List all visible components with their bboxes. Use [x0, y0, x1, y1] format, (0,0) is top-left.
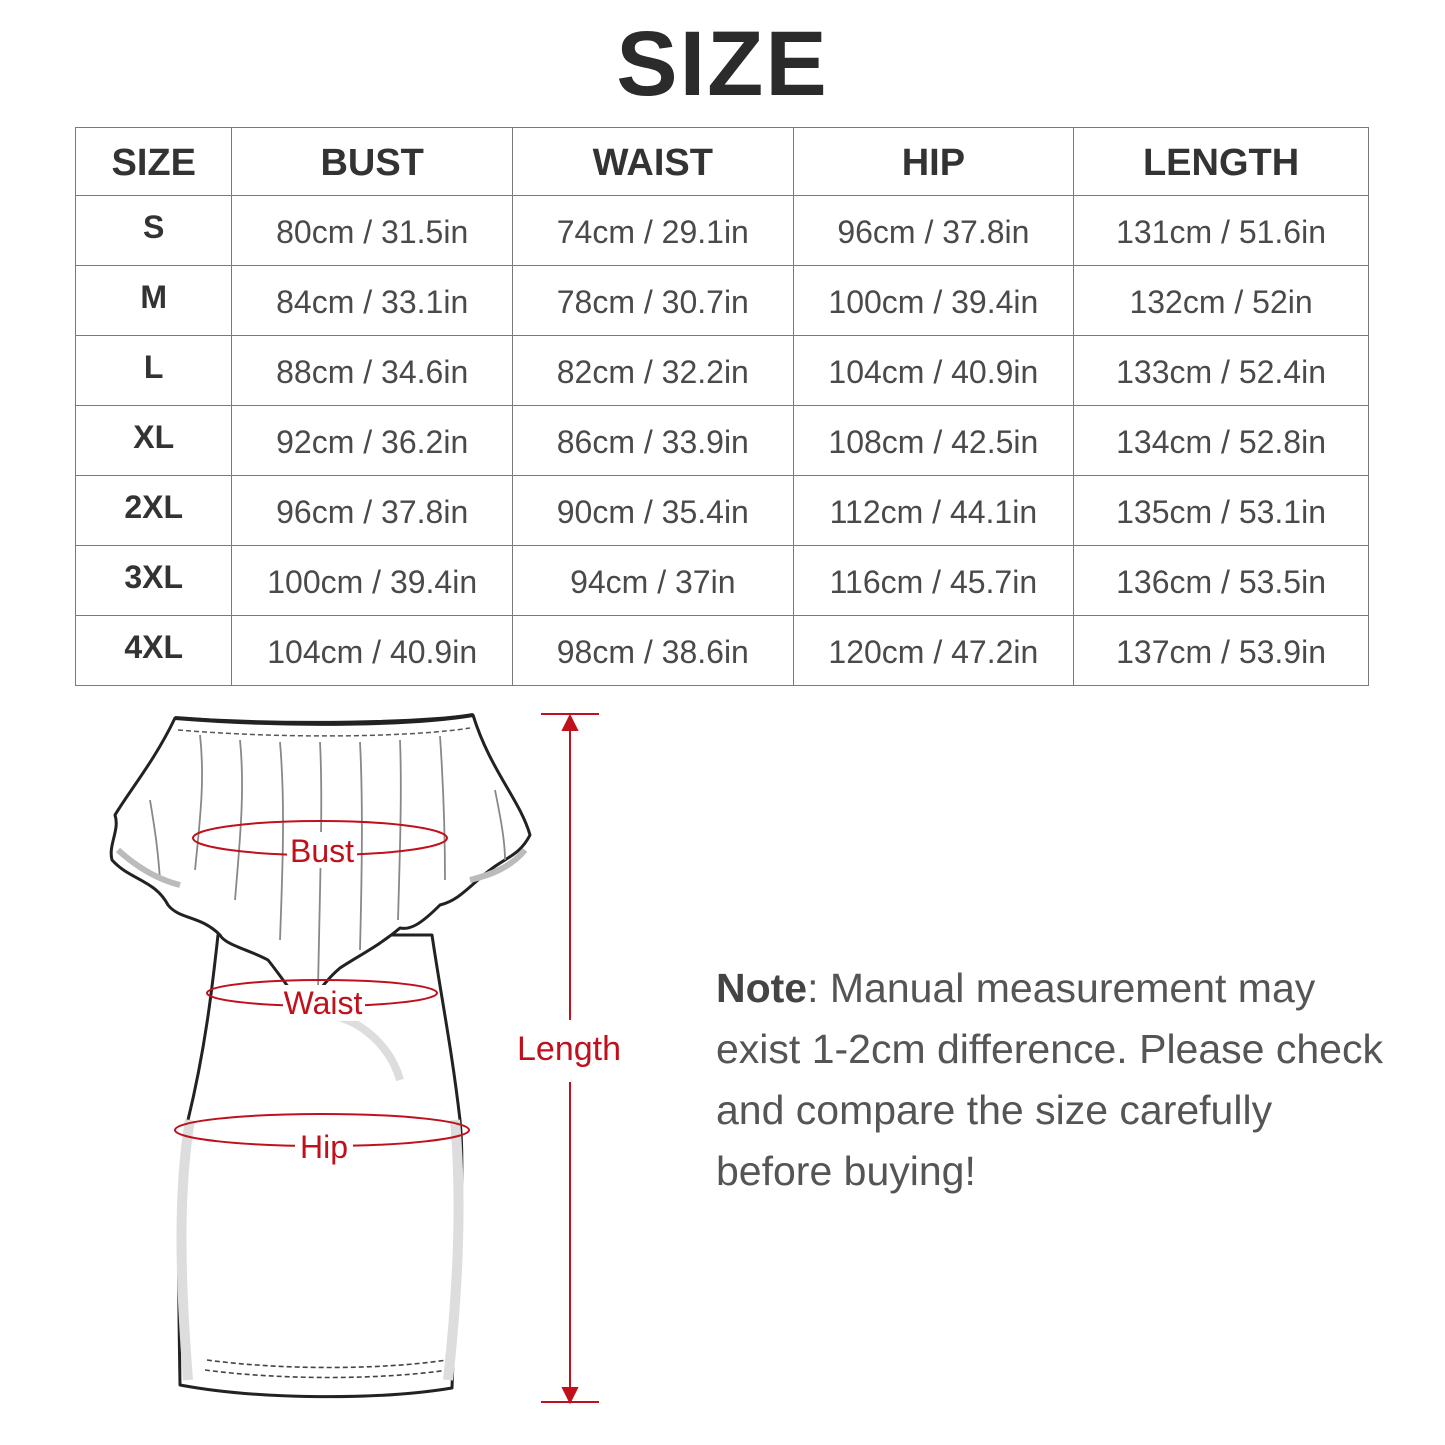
header-bust: BUST	[232, 128, 513, 196]
measurement-cell: 86cm / 33.9in	[512, 406, 793, 476]
measurement-cell: 112cm / 44.1in	[793, 476, 1073, 546]
measurement-cell: 82cm / 32.2in	[512, 336, 793, 406]
measurement-cell: 100cm / 39.4in	[793, 266, 1073, 336]
measurement-cell: 94cm / 37in	[512, 546, 793, 616]
dress-measurement-diagram	[0, 650, 700, 1445]
measurement-cell: 80cm / 31.5in	[232, 196, 513, 266]
size-cell: XL	[76, 406, 232, 476]
size-cell: S	[76, 196, 232, 266]
size-cell: 3XL	[76, 546, 232, 616]
table-row	[76, 196, 1369, 266]
hip-label: Hip	[299, 1129, 349, 1165]
page-title: SIZE	[616, 13, 829, 115]
table-row	[76, 546, 1369, 616]
table-row	[76, 266, 1369, 336]
measurement-cell: 134cm / 52.8in	[1074, 406, 1369, 476]
measurement-cell: 100cm / 39.4in	[232, 546, 513, 616]
bust-label: Bust	[289, 833, 355, 869]
header-length: LENGTH	[1074, 128, 1369, 196]
measurement-cell: 120cm / 47.2in	[793, 616, 1073, 686]
size-chart-table	[75, 127, 1369, 686]
measurement-cell: 96cm / 37.8in	[232, 476, 513, 546]
note-text: : Manual measurement may exist 1-2cm difference. Please check and compare the size carefully before buying!	[716, 965, 1383, 1194]
measurement-cell: 92cm / 36.2in	[232, 406, 513, 476]
table-row	[76, 336, 1369, 406]
size-cell: M	[76, 266, 232, 336]
measurement-cell: 133cm / 52.4in	[1074, 336, 1369, 406]
header-size: SIZE	[76, 128, 232, 196]
measurement-cell: 84cm / 33.1in	[232, 266, 513, 336]
table-header-row	[76, 128, 1369, 196]
measurement-cell: 88cm / 34.6in	[232, 336, 513, 406]
measurement-cell: 90cm / 35.4in	[512, 476, 793, 546]
size-cell: 4XL	[76, 616, 232, 686]
table-row	[76, 406, 1369, 476]
measurement-cell: 135cm / 53.1in	[1074, 476, 1369, 546]
measurement-cell: 104cm / 40.9in	[793, 336, 1073, 406]
measurement-cell: 131cm / 51.6in	[1074, 196, 1369, 266]
size-cell: L	[76, 336, 232, 406]
waist-label: Waist	[283, 985, 363, 1021]
header-hip: HIP	[793, 128, 1073, 196]
header-waist: WAIST	[512, 128, 793, 196]
measurement-cell: 74cm / 29.1in	[512, 196, 793, 266]
measurement-cell: 132cm / 52in	[1074, 266, 1369, 336]
measurement-cell: 98cm / 38.6in	[512, 616, 793, 686]
measurement-cell: 137cm / 53.9in	[1074, 616, 1369, 686]
length-label: Length	[517, 1030, 621, 1068]
measurement-cell: 108cm / 42.5in	[793, 406, 1073, 476]
size-cell: 2XL	[76, 476, 232, 546]
measurement-cell: 116cm / 45.7in	[793, 546, 1073, 616]
table-row	[76, 476, 1369, 546]
measurement-cell: 96cm / 37.8in	[793, 196, 1073, 266]
note-label: Note	[716, 965, 808, 1011]
measurement-cell: 104cm / 40.9in	[232, 616, 513, 686]
measurement-note	[716, 958, 1396, 1202]
measurement-cell: 78cm / 30.7in	[512, 266, 793, 336]
measurement-cell: 136cm / 53.5in	[1074, 546, 1369, 616]
